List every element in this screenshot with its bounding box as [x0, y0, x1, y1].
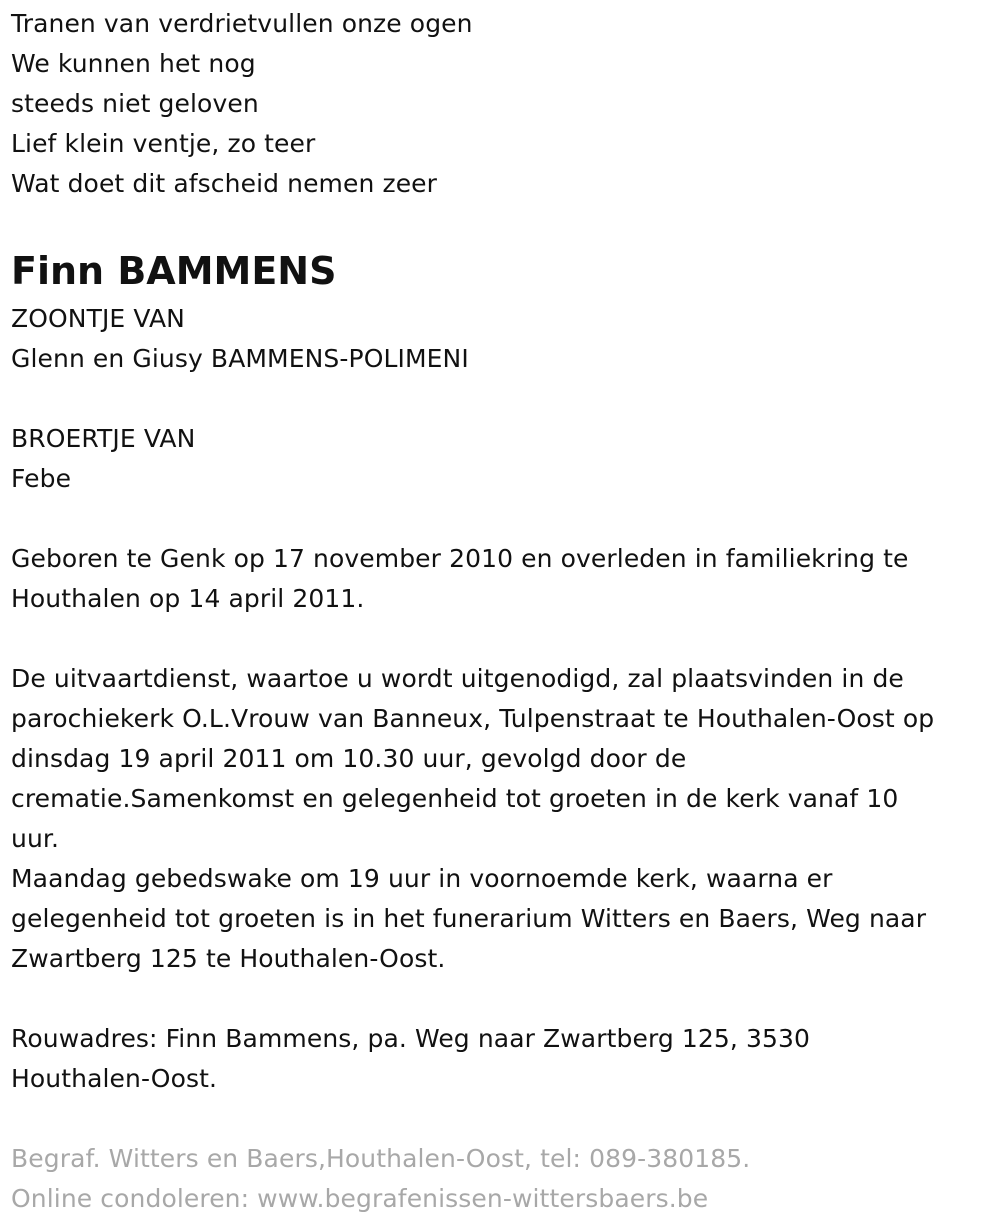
poem-line: Wat doet dit afscheid nemen zeer: [11, 169, 438, 198]
paragraph-line: Houthalen op 14 april 2011.: [11, 584, 365, 613]
poem-line: Lief klein ventje, zo teer: [11, 129, 316, 158]
poem-line: Tranen van verdrietvullen onze ogen: [11, 9, 473, 38]
funeral-service-paragraph: [11, 659, 990, 979]
paragraph-line: parochiekerk O.L.Vrouw van Banneux, Tulpenstraat te Houthalen-Oost op: [11, 704, 935, 733]
son-of-label: ZOONTJE VAN: [11, 304, 185, 333]
spacer: [11, 979, 990, 1019]
poem-line: We kunnen het nog: [11, 49, 256, 78]
paragraph-line: Geboren te Genk op 17 november 2010 en overleden in familiekring te: [11, 544, 909, 573]
paragraph-line: Houthalen-Oost.: [11, 1064, 218, 1093]
funeral-home-contact: Begraf. Witters en Baers,Houthalen-Oost, tel: 089-380185.: [11, 1144, 751, 1173]
poem-line: steeds niet geloven: [11, 89, 259, 118]
paragraph-line: uur.: [11, 824, 60, 853]
mourning-address: [11, 1019, 990, 1099]
paragraph-line: Rouwadres: Finn Bammens, pa. Weg naar Zwartberg 125, 3530: [11, 1024, 811, 1053]
birth-death-paragraph: [11, 539, 990, 619]
paragraph-line: gelegenheid tot groeten is in het funerarium Witters en Baers, Weg naar: [11, 904, 927, 933]
paragraph-line: Maandag gebedswake om 19 uur in voornoemde kerk, waarna er: [11, 864, 833, 893]
paragraph-line: dinsdag 19 april 2011 om 10.30 uur, gevolgd door de: [11, 744, 687, 773]
paragraph-line: De uitvaartdienst, waartoe u wordt uitgenodigd, zal plaatsvinden in de: [11, 664, 904, 693]
paragraph-line: Zwartberg 125 te Houthalen-Oost.: [11, 944, 446, 973]
condolence-link[interactable]: Online condoleren: www.begrafenissen-wittersbaers.be: [11, 1184, 709, 1213]
spacer: [11, 1099, 990, 1139]
funeral-home-footer: [11, 1139, 990, 1219]
brother-of-label: BROERTJE VAN: [11, 424, 196, 453]
spacer: [11, 499, 990, 539]
sibling-name: Febe: [11, 464, 72, 493]
spacer: [11, 619, 990, 659]
paragraph-line: crematie.Samenkomst en gelegenheid tot groeten in de kerk vanaf 10: [11, 784, 899, 813]
parents-names: Glenn en Giusy BAMMENS-POLIMENI: [11, 344, 469, 373]
spacer: [11, 379, 990, 419]
deceased-name: Finn BAMMENS: [11, 249, 337, 293]
poem: [11, 4, 990, 204]
